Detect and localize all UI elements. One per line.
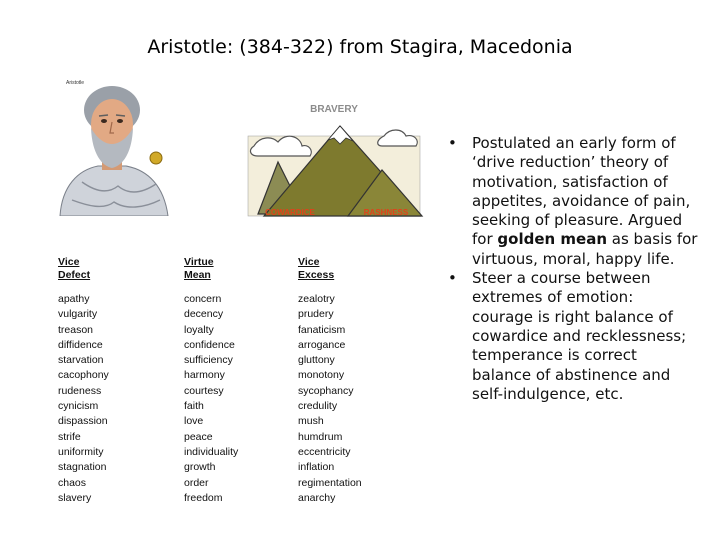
column-item: fanaticism: [298, 323, 346, 336]
column-item: decency: [184, 308, 224, 321]
column-items: [58, 292, 109, 506]
column-item: humdrum: [298, 430, 343, 443]
column-item: order: [184, 476, 209, 489]
column-item: cynicism: [58, 400, 99, 413]
column-vice-excess: [298, 256, 362, 506]
column-item: freedom: [184, 491, 223, 504]
column-item: anarchy: [298, 491, 336, 504]
aristotle-portrait: [52, 74, 172, 216]
column-vice-defect: [58, 256, 109, 506]
column-item: concern: [184, 293, 222, 305]
column-subheader: Mean: [184, 268, 211, 281]
column-item: faith: [184, 400, 204, 413]
bullet-item-drive-reduction: [436, 134, 698, 269]
column-item: vulgarity: [58, 308, 98, 321]
column-subheader: Defect: [58, 268, 91, 281]
column-header: Vice: [298, 256, 320, 268]
column-item: stagnation: [58, 461, 107, 474]
column-item: diffidence: [58, 338, 103, 351]
column-item: confidence: [184, 338, 235, 351]
portrait-caption: Aristotle: [66, 80, 85, 86]
column-item: prudery: [298, 308, 334, 321]
diagram-right-label: RASHNESS: [363, 208, 409, 217]
bullet-item-steer-course: [436, 269, 698, 404]
column-header: Vice: [58, 256, 80, 268]
column-item: courtesy: [184, 384, 224, 397]
column-item: slavery: [58, 491, 92, 504]
diagram-top-label: BRAVERY: [310, 104, 358, 115]
column-item: harmony: [184, 369, 225, 382]
column-item: mush: [298, 415, 324, 428]
column-item: uniformity: [58, 445, 104, 458]
column-item: chaos: [58, 476, 87, 489]
column-virtue-mean: [184, 256, 238, 506]
column-item: growth: [184, 461, 216, 474]
column-item: individuality: [184, 445, 239, 458]
column-item: treason: [58, 323, 94, 336]
column-item: cacophony: [58, 369, 109, 382]
bullet-text: Postulated an early form of ‘drive reduction’ theory of motivation, satisfaction of appetites, avoidance of pain, seeking of pleasure. Argued for: [472, 134, 691, 249]
column-item: sufficiency: [184, 354, 233, 367]
column-item: starvation: [58, 354, 104, 367]
column-item: eccentricity: [298, 445, 351, 458]
column-item: arrogance: [298, 338, 346, 351]
bullet-bold-term: golden mean: [497, 230, 608, 249]
column-items: [184, 292, 238, 506]
bullet-text: as basis for virtuous, moral, happy life.: [472, 230, 698, 268]
column-item: peace: [184, 430, 213, 443]
column-items: [298, 292, 362, 506]
column-item: loyalty: [184, 323, 214, 336]
column-item: dispassion: [58, 415, 108, 428]
golden-mean-mountain-diagram: [244, 96, 424, 222]
column-item: gluttony: [298, 354, 335, 367]
column-item: sycophancy: [298, 384, 354, 397]
bullet-list: [436, 134, 698, 404]
slide-title: Aristotle: (384-322) from Stagira, Macedonia: [147, 36, 573, 58]
column-item: zealotry: [298, 293, 335, 305]
column-item: strife: [58, 430, 81, 443]
bullet-text: Steer a course between extremes of emotion: courage is right balance of cowardice and recklessness; temperance is correct balance of abstinence and self-indulgence, etc.: [472, 269, 687, 403]
column-header: Virtue: [184, 256, 214, 268]
diagram-left-label: COWARDICE: [265, 208, 315, 217]
column-item: credulity: [298, 400, 338, 413]
column-item: regimentation: [298, 476, 362, 489]
column-item: rudeness: [58, 384, 102, 397]
column-item: apathy: [58, 293, 90, 305]
column-subheader: Excess: [298, 268, 335, 281]
column-item: monotony: [298, 369, 345, 382]
column-item: inflation: [298, 461, 335, 474]
column-item: love: [184, 415, 204, 428]
